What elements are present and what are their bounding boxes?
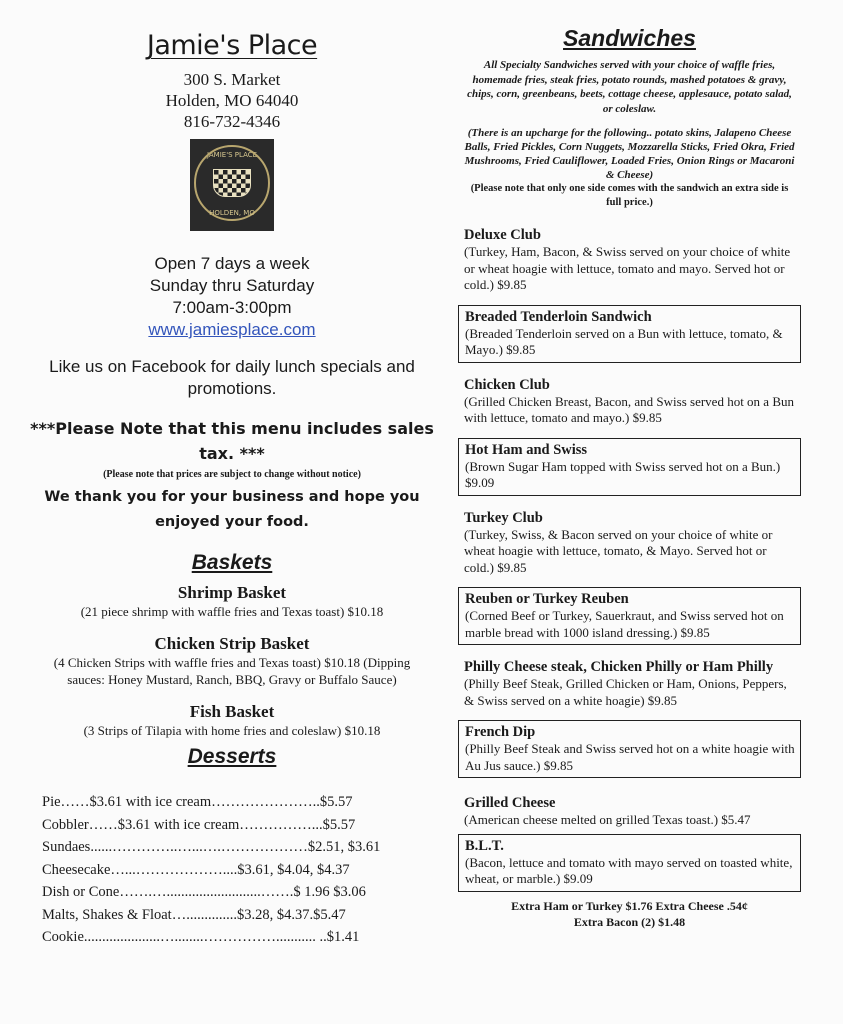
desserts-section [12, 745, 452, 949]
dessert-line: Cookie.....................…........……………........... ..$1.41 [42, 929, 360, 945]
thank-you-note: We thank you for your business and hope you enjoyed your food. [44, 489, 420, 530]
baskets-title: Baskets [191, 551, 273, 574]
dessert-line: Pie……$3.61 with ice cream…………………..$5.57 [42, 794, 353, 810]
hours-block [12, 253, 452, 341]
dessert-line: Cobbler……$3.61 with ice cream……………...$5.57 [42, 816, 356, 833]
basket-item [12, 702, 452, 739]
item-desc: (Brown Sugar Ham topped with Swiss served hot on a Bun.) $9.09 [465, 458, 781, 490]
upcharge-note: (There is an upcharge for the following.. potato skins, Jalapeno Cheese Balls, Fried Pickles, Corn Nuggets, Mozzarella Sticks, Fried Okra, Fried Mushrooms, Fried Cauliflower, Loaded Fries, Onion Rings or Macaroni & Cheese) [464, 127, 795, 181]
desserts-title: Desserts [187, 745, 277, 768]
extras-block [458, 898, 801, 930]
restaurant-name: Jamie's Place [146, 30, 318, 61]
item-name: Breaded Tenderloin Sandwich [465, 308, 652, 325]
item-desc: (Corned Beef or Turkey, Sauerkraut, and Swiss served hot on marble bread with 1000 island dressing.) $9.85 [465, 608, 784, 640]
item-desc: (Bacon, lettuce and tomato with mayo served on toasted white, wheat, or marble.) $9.09 [465, 854, 793, 886]
item-name: Turkey Club [464, 509, 543, 526]
desserts-list [42, 791, 452, 949]
basket-desc: (4 Chicken Strips with waffle fries and Texas toast) $10.18 (Dipping sauces: Honey Mustard, Ranch, BBQ, Gravy or Buffalo Sauce) [53, 655, 411, 687]
item-desc: (Grilled Chicken Breast, Bacon, and Swiss served hot on a Bun with lettuce, tomato and mayo.) $9.85 [464, 393, 794, 425]
item-desc: (Philly Beef Steak, Grilled Chicken or Ham, Onions, Peppers, & Swiss served on a white hoagie) $9.85 [464, 676, 787, 708]
basket-desc: (21 piece shrimp with waffle fries and Texas toast) $10.18 [80, 604, 384, 619]
item-name: Reuben or Turkey Reuben [465, 591, 629, 607]
dessert-line: Sundaes......…………..…...….………………$2.51, $3.61 [42, 839, 381, 855]
logo-text-top: JAMIE'S PLACE [206, 151, 258, 159]
menu-item [458, 656, 801, 712]
menu-item [458, 224, 801, 297]
item-name: Philly Cheese steak, Chicken Philly or Ham Philly [464, 659, 774, 675]
basket-name: Fish Basket [189, 702, 275, 721]
menu-item [458, 834, 801, 892]
coffee-cup-logo [190, 139, 274, 231]
hours-line2: Sunday thru Saturday [149, 276, 315, 295]
basket-name: Chicken Strip Basket [154, 634, 310, 653]
price-change-note: (Please note that prices are subject to change without notice) [103, 469, 361, 480]
item-name: Hot Ham and Swiss [465, 441, 588, 458]
item-desc: (Philly Beef Steak and Swiss served hot on a white hoagie with Au Jus sauce.) $9.85 [465, 741, 795, 773]
left-column [12, 30, 452, 949]
hours-line1: Open 7 days a week [154, 254, 310, 273]
item-name: B.L.T. [465, 837, 504, 854]
item-desc: (Breaded Tenderloin served on a Bun with lettuce, tomato, & Mayo.) $9.85 [465, 325, 783, 357]
address-block [12, 69, 452, 132]
baskets-section [12, 551, 452, 739]
basket-item [12, 634, 452, 688]
sides-intro: All Specialty Sandwiches served with your choice of waffle fries, homemade fries, steak fries, potato rounds, mashed potatoes & gravy, chips, corn, greenbeans, beets, cottage cheese, applesauce, potato salad, or coleslaw. [467, 59, 792, 115]
item-name: French Dip [465, 724, 536, 740]
facebook-note: Like us on Facebook for daily lunch specials and promotions. [49, 357, 415, 398]
checkered-cup-icon [213, 169, 251, 197]
dessert-line: Dish or Cone…….…..........................…….$ 1.96 $3.06 [42, 884, 366, 900]
basket-desc: (3 Strips of Tilapia with home fries and coleslaw) $10.18 [83, 723, 381, 738]
menu-item [458, 374, 801, 430]
address-line1: 300 S. Market [183, 70, 281, 89]
menu-item [458, 305, 801, 363]
item-desc: (Turkey, Ham, Bacon, & Swiss served on your choice of white or wheat hoagie with lettuce, tomato and mayo. Served hot or cold.) $9.85 [464, 244, 791, 292]
item-desc: (Turkey, Swiss, & Bacon served on your choice of white or wheat hoagie with lettuce, tomato, & Mayo. Served hot or cold.) $9.85 [464, 526, 773, 575]
dessert-line: Malts, Shakes & Float…..............$3.28, $4.37.$5.47 [42, 906, 346, 923]
basket-item [12, 583, 452, 620]
hours-line3: 7:00am-3:00pm [172, 298, 292, 317]
address-line2: Holden, MO 64040 [165, 91, 299, 110]
extras-line2: Extra Bacon (2) $1.48 [573, 914, 686, 929]
item-name: Deluxe Club [464, 227, 541, 243]
menu-item [458, 438, 801, 496]
basket-name: Shrimp Basket [177, 583, 287, 602]
dessert-line: Cheesecake…...………………....$3.61, $4.04, $4.37 [42, 861, 350, 878]
menu-item [458, 720, 801, 778]
item-name: Grilled Cheese [464, 795, 556, 811]
menu-item [458, 507, 801, 580]
side-note: (Please note that only one side comes with the sandwich an extra side is full price.) [470, 183, 789, 208]
extras-line1: Extra Ham or Turkey $1.76 Extra Cheese .54¢ [511, 898, 748, 913]
tax-note: ***Please Note that this menu includes sales tax. *** [30, 419, 434, 463]
sandwiches-title: Sandwiches [563, 25, 696, 51]
logo-text-bottom: HOLDEN, MO [209, 209, 255, 217]
item-desc: (American cheese melted on grilled Texas toast.) $5.47 [464, 812, 751, 827]
right-column [458, 25, 801, 930]
menu-item [458, 587, 801, 645]
website-link[interactable]: www.jamiesplace.com [148, 320, 316, 339]
menu-item [458, 792, 801, 832]
phone-number: 816-732-4346 [183, 112, 281, 131]
item-name: Chicken Club [464, 376, 550, 393]
